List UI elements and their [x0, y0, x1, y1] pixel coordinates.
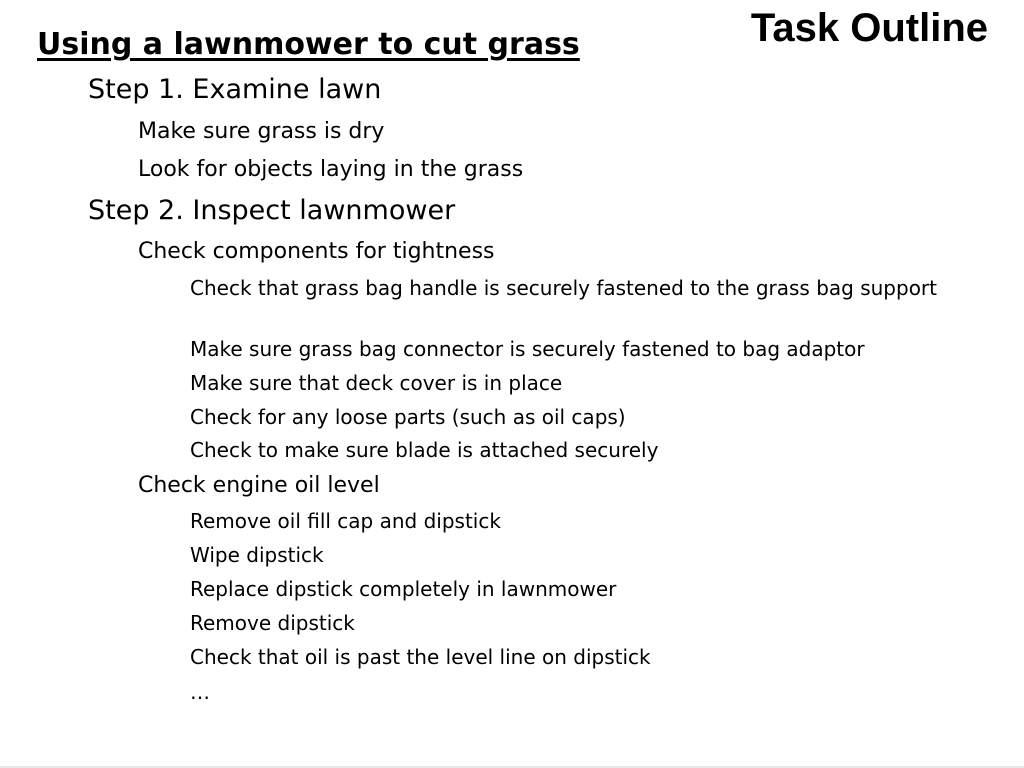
outline-heading: Using a lawnmower to cut grass — [37, 27, 580, 62]
outline-item: Make sure grass bag connector is securely fastened to bag adaptor — [190, 337, 865, 361]
outline-item: Look for objects laying in the grass — [138, 157, 524, 182]
outline-item: Check that oil is past the level line on dipstick — [190, 645, 651, 669]
outline-item: Wipe dipstick — [190, 543, 324, 567]
slide-title: Task Outline — [750, 6, 988, 50]
outline-item: Check that grass bag handle is securely fastened to the grass bag support — [190, 276, 937, 300]
outline-item: Make sure that deck cover is in place — [190, 371, 563, 395]
outline-item: Remove dipstick — [190, 611, 355, 635]
step-2-label: Step 2. Inspect lawnmower — [88, 195, 456, 226]
outline-ellipsis: … — [190, 680, 210, 704]
group-label-oil-level: Check engine oil level — [138, 473, 380, 498]
group-label-components: Check components for tightness — [138, 239, 495, 264]
step-1-label: Step 1. Examine lawn — [88, 74, 382, 105]
outline-item: Check to make sure blade is attached securely — [190, 438, 659, 462]
outline-item: Make sure grass is dry — [138, 119, 385, 144]
outline-item: Check for any loose parts (such as oil caps) — [190, 405, 626, 429]
outline-item: Remove oil fill cap and dipstick — [190, 509, 501, 533]
outline-item: Replace dipstick completely in lawnmower — [190, 577, 617, 601]
